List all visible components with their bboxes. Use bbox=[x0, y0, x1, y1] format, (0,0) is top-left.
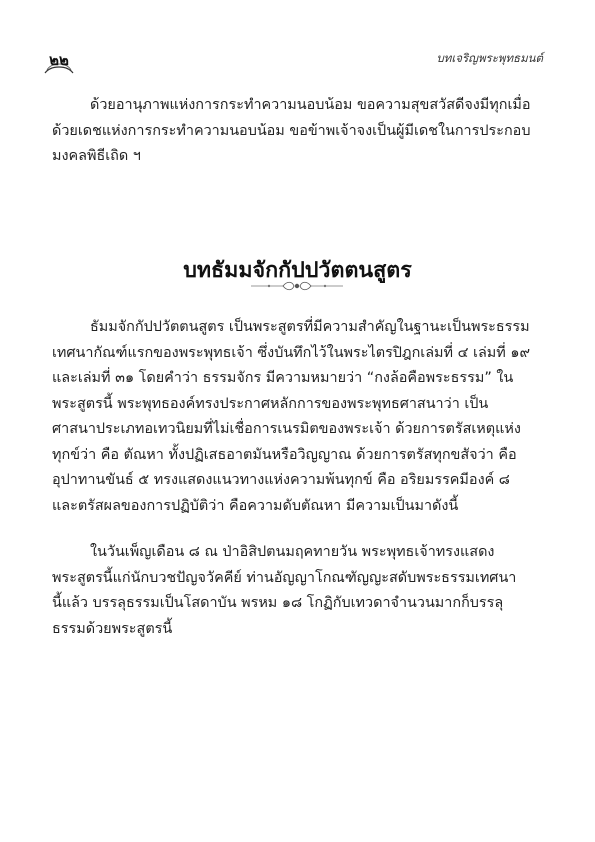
section-title: บทธัมมจักกัปปวัตตนสูตร bbox=[183, 258, 412, 283]
intro-line: ด้วยอานุภาพแห่งการกระทำความนอบน้อม ขอความสุขสวัสดีจงมีทุกเมื่อ bbox=[90, 97, 531, 113]
paragraph-line: พระสูตรนี้แก่นักบวชปัญจวัคคีย์ ท่านอัญญาโกณฑัญญะสดับพระธรรมเทศนา bbox=[52, 569, 517, 586]
paragraph-line: ศาสนาประเภทอเทวนิยมที่ไม่เชื่อการเนรมิตของพระเจ้า ด้วยการตรัสเหตุแห่ง bbox=[52, 421, 521, 437]
section-paragraph-2 bbox=[52, 540, 543, 642]
paragraph-line: และเล่มที่ ๓๑ โดยคำว่า ธรรมจักร มีความหมายว่า “กงล้อคือพระธรรม” ใน bbox=[52, 370, 514, 386]
section-paragraph-1 bbox=[52, 315, 543, 519]
page-number-text: ๒๒ bbox=[49, 51, 69, 69]
paragraph-line: นี้แล้ว บรรลุธรรมเป็นโสดาบัน พรหม ๑๘ โกฏิกับเทวดาจำนวนมากก็บรรลุ bbox=[52, 595, 504, 611]
title-ornament-divider bbox=[247, 279, 347, 293]
paragraph-line: เทศนากัณฑ์แรกของพระพุทธเจ้า ซึ่งบันทึกไว้ในพระไตรปิฎกเล่มที่ ๔ เล่มที่ ๑๙ bbox=[52, 344, 531, 361]
paragraph-line: ทุกข์ว่า คือ ตัณหา ทั้งปฏิเสธอาตมันหรือวิญญาณ ด้วยการตรัสทุกขสัจว่า คือ bbox=[52, 446, 517, 463]
paragraph-line: อุปาทานขันธ์ ๕ ทรงแสดงแนวทางแห่งความพ้นทุกข์ คือ อริยมรรคมีองค์ ๘ bbox=[52, 472, 510, 488]
paragraph-line: ในวันเพ็ญเดือน ๘ ณ ป่าอิสิปตนมฤคทายวัน พระพุทธเจ้าทรงแสดง bbox=[90, 544, 495, 560]
page-number-emblem bbox=[42, 44, 76, 78]
paragraph-line: พระสูตรนี้ พระพุทธองค์ทรงประกาศหลักการของพระพุทธศาสนาว่า เป็น bbox=[52, 395, 489, 412]
intro-paragraph bbox=[52, 93, 543, 170]
paragraph-line: ธรรมด้วยพระสูตรนี้ bbox=[52, 620, 173, 637]
running-header: บทเจริญพระพุทธมนต์ bbox=[436, 51, 543, 65]
paragraph-line: และตรัสผลของการปฏิบัติว่า คือความดับตัณหา มีความเป็นมาดังนี้ bbox=[52, 497, 459, 514]
intro-line: ด้วยเดชแห่งการกระทำความนอบน้อม ขอข้าพเจ้าจงเป็นผู้มีเดชในการประกอบ bbox=[52, 122, 531, 139]
intro-line: มงคลพิธีเถิด ฯ bbox=[52, 148, 141, 164]
paragraph-line: ธัมมจักกัปปวัตตนสูตร เป็นพระสูตรที่มีความสำคัญในฐานะเป็นพระธรรม bbox=[90, 319, 530, 335]
